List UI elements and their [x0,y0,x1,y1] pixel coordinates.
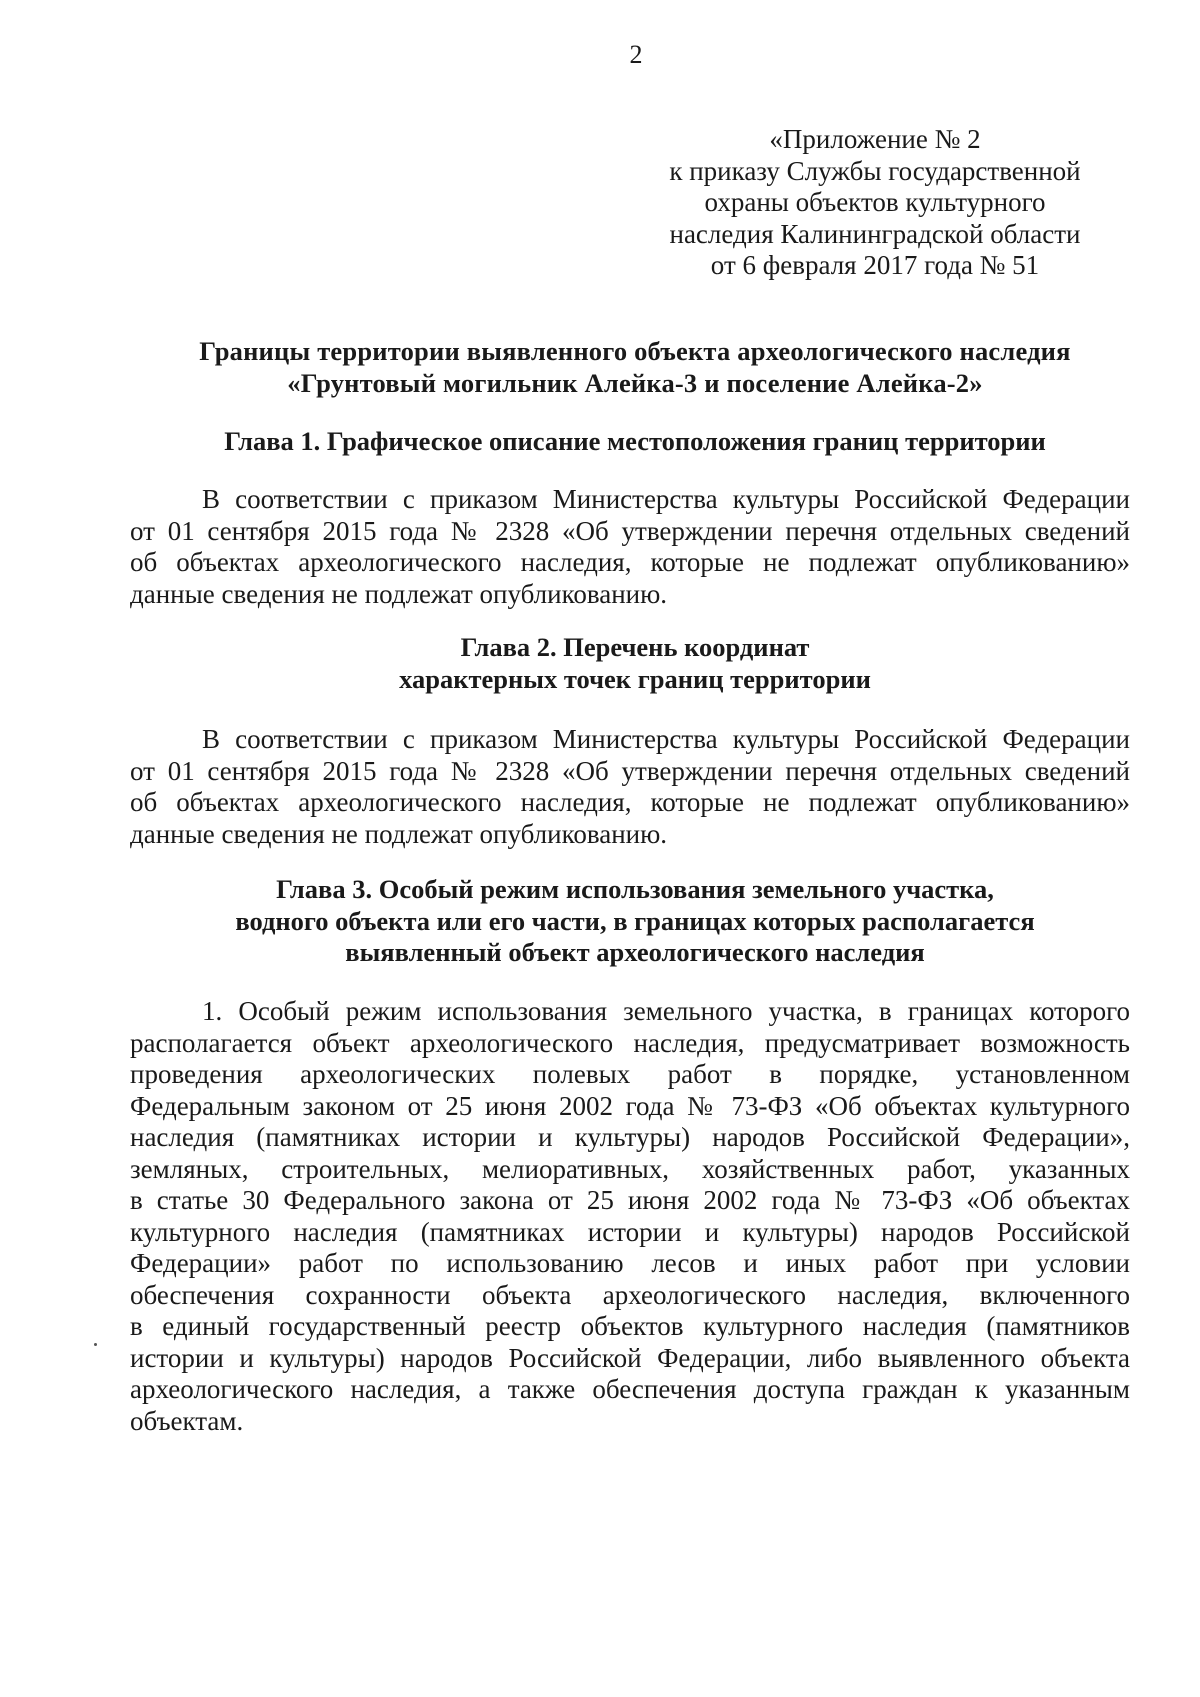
appendix-line: от 6 февраля 2017 года № 51 [710,250,1040,280]
document-title [130,336,1140,399]
paragraph-line: культурного наследия (памятниках истории и культуры) народов Российской [130,1216,1130,1247]
paragraph-line: земляных, строительных, мелиоративных, хозяйственных работ, указанных [130,1153,1130,1184]
appendix-line: охраны объектов культурного [704,187,1046,217]
paragraph-line: истории и культуры) народов Российской Федерации, либо выявленного объекта [130,1342,1130,1373]
title-line: Границы территории выявленного объекта археологического наследия [199,336,1071,366]
appendix-reference [645,124,1105,282]
chapter-heading-line: Глава 3. Особый режим использования земельного участка, [276,874,994,904]
paragraph-line: обеспечения сохранности объекта археологического наследия, включенного [130,1279,1130,1310]
paragraph-line: наследия (памятниках истории и культуры) народов Российской Федерации», [130,1122,1130,1152]
paragraph-line: В соответствии с приказом Министерства культуры Российской Федерации [202,724,1130,754]
appendix-line: наследия Калининградской области [669,218,1081,249]
paragraph-line: данные сведения не подлежат опубликованию. [130,818,668,849]
paragraph-line: располагается объект археологического наследия, предусматривает возможность [130,1027,1130,1058]
chapter-2-paragraph [130,724,1130,850]
paragraph-line: об объектах археологического наследия, которые не подлежат опубликованию» [130,547,1130,577]
paragraph-line: объектам. [130,1405,244,1436]
paragraph-line: 1. Особый режим использования земельного участка, в границах которого [202,996,1130,1026]
title-line: «Грунтовый могильник Алейка-3 и поселение Алейка-2» [287,367,983,398]
chapter-heading-line: водного объекта или его части, в границах которых располагается [235,905,1035,936]
appendix-line: «Приложение № 2 [769,124,981,154]
chapter-1-heading [130,426,1140,458]
chapter-2-heading [130,632,1140,695]
paragraph-line: в единый государственный реестр объектов культурного наследия (памятников [130,1311,1130,1341]
chapter-3-paragraph [130,996,1130,1437]
scan-speck [94,1343,97,1346]
chapter-heading-line: Глава 2. Перечень координат [460,632,810,662]
paragraph-line: от 01 сентября 2015 года № 2328 «Об утверждении перечня отдельных сведений [130,755,1130,786]
chapter-heading-line: характерных точек границ территории [399,663,871,694]
chapter-heading-line: выявленный объект археологического наследия [345,937,925,967]
paragraph-line: археологического наследия, а также обеспечения доступа граждан к указанным [130,1374,1130,1404]
paragraph-line: об объектах археологического наследия, которые не подлежат опубликованию» [130,787,1130,817]
chapter-3-heading [130,874,1140,969]
paragraph-line: данные сведения не подлежат опубликованию. [130,578,668,609]
chapter-1-paragraph [130,484,1130,610]
paragraph-line: в статье 30 Федерального закона от 25 июня 2002 года № 73-ФЗ «Об объектах [130,1185,1130,1215]
paragraph-line: от 01 сентября 2015 года № 2328 «Об утверждении перечня отдельных сведений [130,515,1130,546]
appendix-line: к приказу Службы государственной [669,155,1081,186]
paragraph-line: В соответствии с приказом Министерства культуры Российской Федерации [202,484,1130,514]
paragraph-line: проведения археологических полевых работ в порядке, установленном [130,1059,1130,1089]
chapter-heading-line: Глава 1. Графическое описание местоположения границ территории [224,426,1046,456]
paragraph-line: Федерации» работ по использованию лесов и иных работ при условии [130,1248,1130,1278]
paragraph-line: Федеральным законом от 25 июня 2002 года № 73-ФЗ «Об объектах культурного [130,1090,1130,1121]
page-number: 2 [629,40,643,69]
